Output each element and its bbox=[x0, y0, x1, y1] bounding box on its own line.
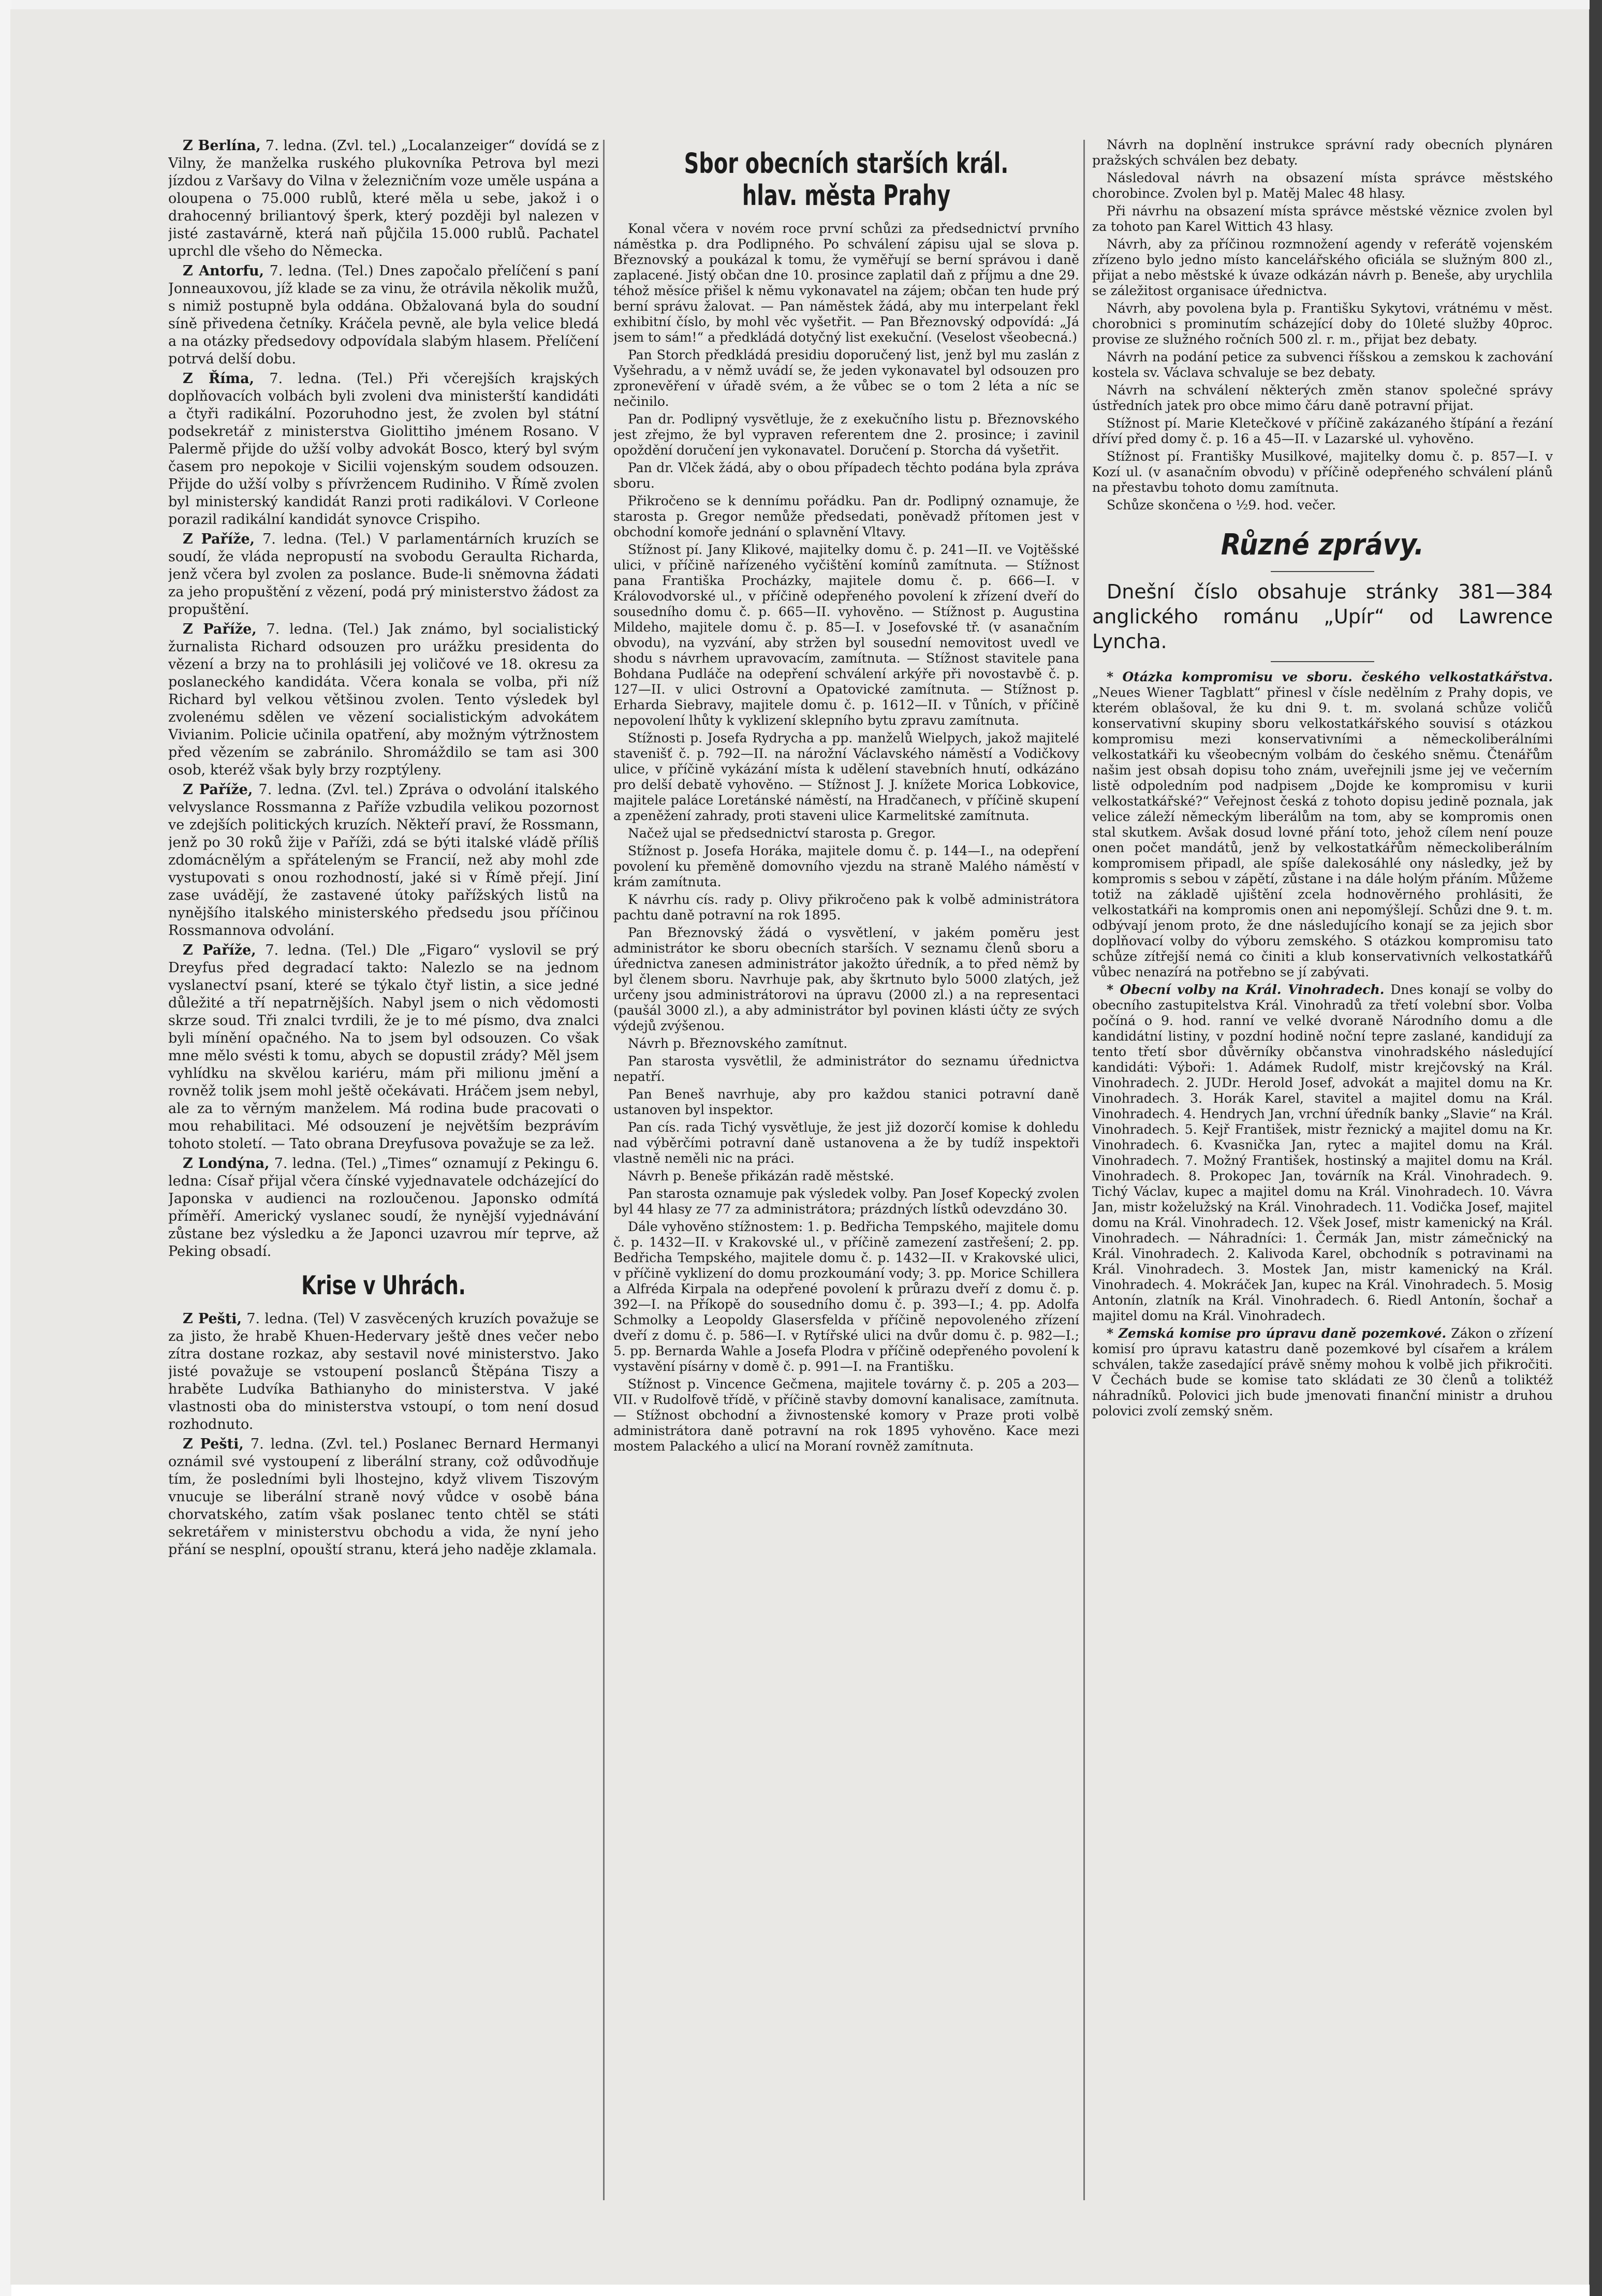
report-paragraph: K návrhu cís. rady p. Olivy přikročeno pak k volbě administrátora pachtu daně potravní na rok 1895. bbox=[613, 892, 1079, 923]
news-text: 7. ledna. (Tel.) Dle „Figaro“ vyslovil se prý Dreyfus před degradací takto: Nalezlo se na jednom vyslanectví psaní, které se týkalo čtyř listin, a sice jedné důležité a tří nepatrnějších. Nabyl jsem o nich vědomosti skrze soud. Tři znalci tvrdili, že je to mé písmo, dva znalci byli mínění opačného. Na to jsem byl odsouzen. Co však mne mělo svésti k tomu, abych se dopustil zrády? Měl jsem vyhlídku na skvělou kariéru, mám při milionu jmění a rovněž tolik jsem mohl ještě očekávati. Hráčem jsem nebyl, ale za to věrným manželem. Má rodina bude pracovati o mou rehabilitaci. Mé odsouzení je největším bezprávím tohoto století. — Tato obrana Dreyfusova považuje se za lež. bbox=[168, 942, 599, 1152]
report-paragraph: Pan starosta vysvětlil, že administrátor do seznamu úřednictva nepatří. bbox=[613, 1054, 1079, 1085]
news-dateline: Z Pešti, bbox=[183, 1436, 244, 1452]
misc-item-title: * Otázka kompromisu ve sboru. českého velkostatkářstva. bbox=[1107, 669, 1553, 685]
news-text: 7. ledna. (Tel.) Dnes započalo přelíčení s paní Jonneauxovou, jíž klade se za vinu, že otrávila několik mužů, s nimiž postupně byla oddána. Obžalovaná byla do soudní síně přivedena četníky. Kráčela pevně, ale byla velice bledá a na otázky předsedovy odpovídala slabým hlasem. Přelíčení potrvá delší dobu. bbox=[168, 263, 599, 367]
news-text: 7. ledna. (Tel) V zasvěcených kruzích považuje se za jisto, že hrabě Khuen-Hedervary ještě dnes večer nebo zítra dostane rozkaz, aby sestavil nové ministerstvo. Jako jisté považuje se vstoupení poslanců Štěpána Tiszy a hraběte Ludvíka Bathianyho do ministerstva. V jaké vlastnosti oba do ministerstva vstoupí, o tom není dosud rozhodnuto. bbox=[168, 1310, 599, 1432]
news-text: 7. ledna. (Tel.) V parlamentárních kruzích se soudí, že vláda nepropustí na svobodu Geraulta Richarda, jenž včera byl zvolen za poslance. Bude-li sněmovna žádati za jeho propuštění z vězení, podá prý ministerstvo žádost za propuštění. bbox=[168, 531, 599, 618]
report-paragraph: Dále vyhověno stížnostem: 1. p. Bedřicha Tempského, majitele domu č. p. 1432—II. v Krakovské ul., v příčině zamezení zastřešení; 2. pp. Bedřicha Tempského, majitele domu č. p. 1432—II. v Krakovské ulici, v příčině vyklizení do domu prozkoumání vody; 3. pp. Morice Schillera a Alfréda Kirpala na odepřené povolení k průrazu dveří z domu č. p. 392—I. na Příkopě do sousedního domu č. p. 393—I.; 4. pp. Adolfa Schmolky a Leopoldy Glasersfelda v příčině nepovoleného zřízení dveří z domu č. p. 586—I. v Rytířské ulici na dvůr domu č. p. 982—I.; 5. pp. Bernarda Wahle a Josefa Plodra v příčině odepřeného povolení k vystavění písárny v domě č. p. 991—I. na Františku. bbox=[613, 1219, 1079, 1374]
news-item bbox=[168, 531, 599, 619]
news-item bbox=[168, 137, 599, 260]
page-left-edge bbox=[0, 0, 11, 2296]
news-dateline: Z Berlína, bbox=[183, 138, 261, 154]
section-heading-ruzne: Různé zprávy. bbox=[1221, 528, 1424, 562]
news-dateline: Z Londýna, bbox=[183, 1156, 270, 1172]
news-dateline: Z Paříže, bbox=[183, 942, 256, 958]
divider bbox=[1271, 571, 1374, 572]
news-dateline: Z Paříže, bbox=[183, 531, 255, 547]
report-paragraph: Stížnosti p. Josefa Rydrycha a pp. manželů Wielpych, jakož majitelé stavenišť č. p. 792—II. na nárožní Václavského náměstí a Vodičkovy ulice, v příčině vykázání místa k udělení stavebních hnutí, odkázáno pro delší debatě vyhověno. — Stížnost J. J. knížete Morica Lobkovice, majitele paláce Loretánské náměstí, na Hradčanech, v příčině skupení a zpeněžení zahrady, proti staveni ulice Karmelitské zamítnuta. bbox=[613, 730, 1079, 824]
report-paragraph: Schůze skončena o ½9. hod. večer. bbox=[1107, 498, 1336, 513]
misc-news bbox=[1092, 669, 1553, 1419]
news-item bbox=[168, 621, 599, 779]
news-item bbox=[168, 1155, 599, 1261]
report-paragraph: Stížnost pí. Marie Kletečkové v příčině zakázaného štípání a řezání dříví před domy č. p. 16 a 45—II. v Lazarské ul. vyhověno. bbox=[1092, 416, 1553, 446]
misc-item bbox=[1092, 1326, 1553, 1419]
news-text: 7. ledna. (Zvl. tel.) Poslanec Bernard Hermanyi oznámil své vystoupení z liberální strany, což odůvodňuje tím, že posledními byli lhostejno, když vlivem Tiszovým vnucuje se liberální straně nový vůdce v osobě bána chorvatského, zatím však poslanec tento chtěl se státi sekretářem v ministerstvu obchodu a vida, že nyní jeho přání se nesplní, opouští stranu, která jeho naděje zklamala. bbox=[168, 1436, 599, 1558]
report-paragraph: Stížnost pí. Jany Klikové, majitelky domu č. p. 241—II. ve Vojtěšské ulici, v příčině nařízeného vyčištění komínů zamítnuta. — Stížnost pana Františka Procházky, majitele domu č. p. 666—I. v Královodvorské ul., v příčině odepřeného povolení k zřízení dveří do sousedního domu č. p. 665—II. vyhověno. — Stížnost p. Augustina Mildeho, majitele domu č. p. 85—I. v Josefovské tř. (v asanačním obvodu), na vyzvání, aby stržen byl sousední nemovitost uvedl ve shodu s návrhem upravovacím, zamítnuta. — Stížnost stavitele pana Bohdana Pudláče na odepření schválení arkýře při novostavbě č. p. 127—II. v ulici Ostrovní a Opatovické zamítnuta. — Stížnost p. Erharda Siebravy, majitele domu č. p. 1612—II. v Tůních, v příčině nepovolení lhůty k vyklizení sklepního bytu zpravu zamítnuta. bbox=[613, 542, 1079, 728]
misc-item-title: * Obecní volby na Král. Vinohradech. bbox=[1107, 982, 1385, 998]
column-2 bbox=[613, 137, 1079, 2203]
news-item bbox=[168, 1436, 599, 1559]
column-3 bbox=[1092, 137, 1553, 2203]
misc-item bbox=[1092, 982, 1553, 1324]
news-dateline: Z Říma, bbox=[183, 371, 255, 387]
news-item bbox=[168, 942, 599, 1153]
report-paragraph: Návrh p. Beneše přikázán radě městské. bbox=[628, 1168, 894, 1184]
scan-right-border bbox=[1590, 0, 1602, 2296]
section-heading-krise: Krise v Uhrách. bbox=[301, 1270, 466, 1300]
column-rule bbox=[603, 140, 605, 2200]
misc-item-text: Zákon o zřízení komisí pro úpravu katastru daně pozemkové byl císařem a králem schválen, takže zasedající právě sněmy mohou k volbě jich přikročiti. V Čechách bude se komise tato skládati ze 30 členů a toliktéž náhradníků. Polovici jich bude jmenovati finanční ministr a druhou polovici zvolí zemský sněm. bbox=[1092, 1326, 1553, 1419]
report-paragraph: Pan Storch předkládá presidiu doporučený list, jenž byl mu zaslán z Vyšehradu, a v němž uvádí se, že jeden vykonavatel byl odsouzen pro zpronevěření v úřadě svém, a že vůbec se o tom 2 léta a níc se nečinilo. bbox=[613, 347, 1079, 410]
column-1 bbox=[168, 137, 599, 2203]
supplement-notice: Dnešní číslo obsahuje stránky 381—384 anglického románu „Upír“ od Lawrence Lyncha. bbox=[1092, 580, 1553, 653]
news-item bbox=[168, 370, 599, 529]
divider bbox=[1271, 661, 1374, 662]
misc-item bbox=[1092, 669, 1553, 980]
misc-item-text: Dnes konají se volby do obecního zastupitelstva Král. Vinohradů za třetí volební sbor. Volba počíná o 9. hod. ranní ve velké dvoraně Národního domu a dle kandidátní listiny, v pozdní hodině noční tepre zaslané, kandidují za tento třetí sbor důvěrníky občanstva vinohradského následující kandidáti: Výboři: 1. Adámek Rudolf, mistr krejčovský na Král. Vinohradech. 2. JUDr. Herold Josef, advokát a majitel domu na Kr. Vinohradech. 3. Horák Karel, stavitel a majitel domu na Král. Vinohradech. 4. Hendrych Jan, vrchní úředník banky „Slavie“ na Král. Vinohradech. 5. Kejř František, mistr řeznický a majitel domu na Kr. Vinohradech. 6. Kvasnička Jan, rytec a majitel domu na Král. Vinohradech. 7. Možný František, hostinský a majitel domu na Král. Vinohradech. 8. Prokopec Jan, továrník na Král. Vinohradech. 9. Tichý Václav, kupec a majitel domu na Král. Vinohradech. 10. Vávra Jan, mistr koželužský na Král. Vinohradech. 11. Vodička Josef, majitel domu na Král. Vinohradech. 12. Všek Josef, mistr kamenický na Král. Vinohradech. — Náhradníci: 1. Čermák Jan, mistr zámečnický na Král. Vinohradech. 2. Kalivoda Karel, obchodník s potravinami na Král. Vinohradech. 3. Mostek Jan, mistr kamenický na Král. Vinohradech. 4. Mokráček Jan, kupec na Král. Vinohradech. 5. Mosig Antonín, zlatník na Král. Vinohradech. 6. Riedl Antonín, šochař a majitel domu na Král. Vinohradech. bbox=[1092, 982, 1553, 1324]
news-dateline: Z Pešti, bbox=[183, 1310, 242, 1327]
news-item bbox=[168, 781, 599, 940]
report-paragraph: Načež ujal se předsednictví starosta p. Gregor. bbox=[628, 826, 936, 841]
column-rule bbox=[1083, 140, 1085, 2200]
news-list-1 bbox=[168, 137, 599, 1261]
news-item bbox=[168, 1310, 599, 1434]
report-paragraph: Při návrhu na obsazení místa správce městské věznice zvolen byl za tohoto pan Karel Wittich 43 hlasy. bbox=[1092, 203, 1553, 234]
report-paragraph: Stížnost p. Josefa Horáka, majitele domu č. p. 144—I., na odepření povolení ku přeměně domovního vjezdu na straně Malého náměstí v krám zamítnuta. bbox=[613, 843, 1079, 890]
report-paragraph: Konal včera v novém roce první schůzi za předsednictví prvního náměstka p. dra Podlipného. Po schválení zápisu ujal se slova p. Březnovský a poukázal k tomu, že vyměřují se berní správou i daně zaplacené. Jistý občan dne 10. prosince zaplatil daň z příjmu a dne 29. téhož měsíce přišel k němu vykonavatel na zájem; občan ten hude prý berní správu žalovat. — Pan náměstek žádá, aby mu interpelant řekl exhibitní číslo, by mohl věc vyšetřit. — Pan Březnovský odpovídá: „Já jsem to sám!“ a předkládá dotyčný list exekuční. (Veselost všeobecná.) bbox=[613, 221, 1079, 345]
news-dateline: Z Antorfu, bbox=[183, 263, 264, 279]
news-item bbox=[168, 262, 599, 368]
misc-item-text: „Neues Wiener Tagblatt“ přinesl v čísle nedělním z Prahy dopis, ve kterém oblašoval, že ku dni 9. t. m. svolaná schůze voličů konservativní skupiny sboru velkostatkářského souvisí s otázkou kompromisu mezi konservativními a německoliberálními velkostatkáři ku všeobecným volbám do českého sněmu. Čtenářům našim jest obsah dopisu toho znám, uveřejnili jsme jej ve večerním listě odpoledním pod nadpisem „Dojde ke kompromisu v kurii velkostatkářské?“ Veřejnost česká z tohoto dopisu jedině poznala, jak velice záleží německým liberálům na tom, aby se kompromis onen stal skutkem. Avšak dosud lovné přání toto, jehož cílem není pouze onen počet mandátů, jenž by velkostatkářům německoliberálním kompromisem připadl, ale spíše dalekosáhlé ony následky, jež by kompromis s sebou v zápětí, zůstane i na dále holým přáním. Můžeme totiž na základě ujištění zcela hodnověrného prohlásiti, že velkostatkáři na kompromis onen ani nepomýšlejí. Schůzi dne 9. t. m. odbývají jenom proto, že dne následujícího konají se za jejich sbor doplňovací volby do výboru zemského. S otázkou kompromisu tato schůze zítřejší nemá co činiti a klub konservativních velkostatkářů vůbec nenazírá na potřebno se jí zabývati. bbox=[1092, 685, 1553, 980]
report-paragraph: Pan Beneš navrhuje, aby pro každou stanici potravní daně ustanoven byl inspektor. bbox=[613, 1087, 1079, 1118]
news-list-1b bbox=[168, 1310, 599, 1559]
report-paragraph: Návrh p. Březnovského zamítnut. bbox=[628, 1036, 848, 1051]
report-paragraph: Pan dr. Vlček žádá, aby o obou případech těchto podána byla zpráva sboru. bbox=[613, 460, 1079, 491]
page-top-edge bbox=[0, 0, 1602, 10]
report-paragraph: Pan starosta oznamuje pak výsledek volby. Pan Josef Kopecký zvolen byl 44 hlasy ze 77 za administrátora; prázdných lístků odevzdáno 30. bbox=[613, 1186, 1079, 1217]
report-paragraph: Stížnost p. Vincence Gečmena, majitele továrny č. p. 205 a 203—VII. v Rudolfově třídě, v příčině stavby domovní kanalisace, zamítnuta. — Stížnost obchodní a živnostenské komory v Praze proti volbě administrátora daně potravní na rok 1895 vyhověno. Kace mezi mostem Palackého a ulicí na Moraní rovněž zamítnuta. bbox=[613, 1377, 1079, 1454]
news-text: 7. ledna. (Tel.) Jak známo, byl socialistický žurnalista Richard odsouzen pro urážku presidenta do vězení a brzy na to prohlásili jej voličové ve 18. okresu za poslaneckého kandidáta. Včera konala se volba, při níž Richard byl velkou většinou zvolen. Tento výsledek byl zvolenému sdělen ve vězení socialistickým advokátem Vivianim. Policie učinila opatření, aby možným výtržnostem před vězením se zabránilo. Shromáždilo se tam asi 300 osob, kteréž však byly brzy rozptýleny. bbox=[168, 621, 599, 778]
council-report-cont bbox=[1092, 137, 1553, 513]
report-paragraph: Návrh na doplnění instrukce správní rady obecních plynáren pražských schválen bez debaty. bbox=[1092, 137, 1553, 168]
report-paragraph: Návrh, aby za příčinou rozmnožení agendy v referátě vojenském zřízeno bylo jedno místo kancelářského oficiála se služným 800 zl., přijat a nebo městské k úvaze odkázán návrh p. Beneše, aby urychlila se záležitost organisace úřednictva. bbox=[1092, 237, 1553, 298]
report-paragraph: Pan cís. rada Tichý vysvětluje, že jest již dozorčí komise k dohledu nad výběrčími potravní daně ustanovena a že by tudíž inspektoři vlastně neměli nic na práci. bbox=[613, 1120, 1079, 1166]
news-text: 7. ledna. (Tel.) „Times“ oznamují z Pekingu 6. ledna: Císař přijal včera čínské vyjednavatele odcházející do Japonska v audienci na rozloučenou. Japonsko odmítá příměří. Americký vyslanec soudí, že nynější vyjednávání zůstane bez výsledku a že Japonci uzavrou mír teprve, až Peking obsadí. bbox=[168, 1156, 599, 1260]
section-heading-sbor: Sbor obecních starších král. hlav. města Prahy bbox=[684, 147, 1009, 212]
report-paragraph: Pan dr. Podlipný vysvětluje, že z exekučního listu p. Březnovského jest zřejmo, že byl vypraven referentem dne 2. prosince; i zavinil opoždění doručení jen vykonavatel. Doručení p. Storcha dá vyšetřit. bbox=[613, 412, 1079, 458]
report-paragraph: Stížnost pí. Františky Musilkové, majitelky domu č. p. 857—I. v Kozí ul. (v asanačním obvodu) v příčině odepřeného schválení plánů na přestavbu tohoto domu zamítnuta. bbox=[1092, 449, 1553, 495]
report-paragraph: Přikročeno se k dennímu pořádku. Pan dr. Podlipný oznamuje, že starosta p. Gregor nemůže předsedati, poněvadž přítomen jest v obchodní komoře jednání o splavnění Vltavy. bbox=[613, 493, 1079, 540]
report-paragraph: Pan Březnovský žádá o vysvětlení, v jakém poměru jest administrátor ke sboru obecních starších. V seznamu členů sboru a úřednictva zanesen administrátor jakožto úředník, a to před němž by byl členem sboru. Navrhuje pak, aby škrtnuto bylo 5000 zlatých, jež určeny jsou administrátorovi na úpravu (2000 zl.) a na representaci (paušál 3000 zl.), a aby administrátor byl povinen klásti účty ze svých výdejů zvýšenou. bbox=[613, 925, 1079, 1034]
report-paragraph: Návrh na podání petice za subvenci říšskou a zemskou k zachování kostela sv. Václava schvaluje se bez debaty. bbox=[1092, 349, 1553, 380]
news-text: 7. ledna. (Tel.) Při včerejších krajských doplňovacích volbách byli zvoleni dva ministerští kandidáti a čtyři radikální. Pozoruhodno jest, že zvolen byl státní podsekretář z ministerstva Giolittiho jménem Rosano. V Palermě přijde do užší volby advokát Bosco, který byl svým časem pro nepokoje v Sicilii vojenským soudem odsouzen. Přijde do užší volby s přívržencem Rudiniho. V Římě zvolen byl ministerský kandidát Ranzi proti radikálovi. V Corleone porazil radikální kandidát synovce Crispiho. bbox=[168, 371, 599, 528]
council-report bbox=[613, 221, 1079, 1454]
report-paragraph: Návrh na schválení některých změn stanov společné správy ústředních jatek pro obce mimo čáru daně potravní přijat. bbox=[1092, 383, 1553, 413]
report-paragraph: Následoval návrh na obsazení místa správce městského chorobince. Zvolen byl p. Matěj Malec 48 hlasy. bbox=[1092, 170, 1553, 201]
misc-item-title: * Zemská komise pro úpravu daně pozemkové. bbox=[1107, 1326, 1447, 1341]
news-text: 7. ledna. (Zvl. tel.) „Localanzeiger“ dovídá se z Vilny, že manželka ruského plukovníka Petrova byl mezi jízdou z Varšavy do Vilna v železničním voze uměle uspána a oloupena o 75.000 rublů, které měla u sebe, jakož i o drahocenný briliantový šperk, který později byl nalezen v jisté zastavárně, která naň půjčila 15.000 rublů. Pachatel uprchl dle všeho do Německa. bbox=[168, 138, 599, 259]
report-paragraph: Návrh, aby povolena byla p. Františku Sykytovi, vrátnému v měst. chorobnici s prominutím scházející doby do 10leté služby 40proc. provise ze služného ročních 500 zl. r. m., přijat bez debaty. bbox=[1092, 301, 1553, 347]
news-text: 7. ledna. (Zvl. tel.) Zpráva o odvolání italského velvyslance Rossmanna z Paříže vzbudila velikou pozornost ve zdejších politických kruzích. Někteří praví, že Rossmann, jenž po 30 roků žije v Paříži, zdá se býti italské vládě příliš zdomácnělým a spřáteleným se Francií, než aby mohl zde vystupovati s onou rozhodností, jaké si v Římě přejí. Jiní zase uvádějí, že zastavené útoky pařížských listů na nynějšího italského ministerského předsedu jsou příčinou Rossmannova odvolání. bbox=[168, 782, 599, 939]
news-dateline: Z Paříže, bbox=[183, 782, 253, 798]
news-dateline: Z Paříže, bbox=[183, 621, 257, 637]
